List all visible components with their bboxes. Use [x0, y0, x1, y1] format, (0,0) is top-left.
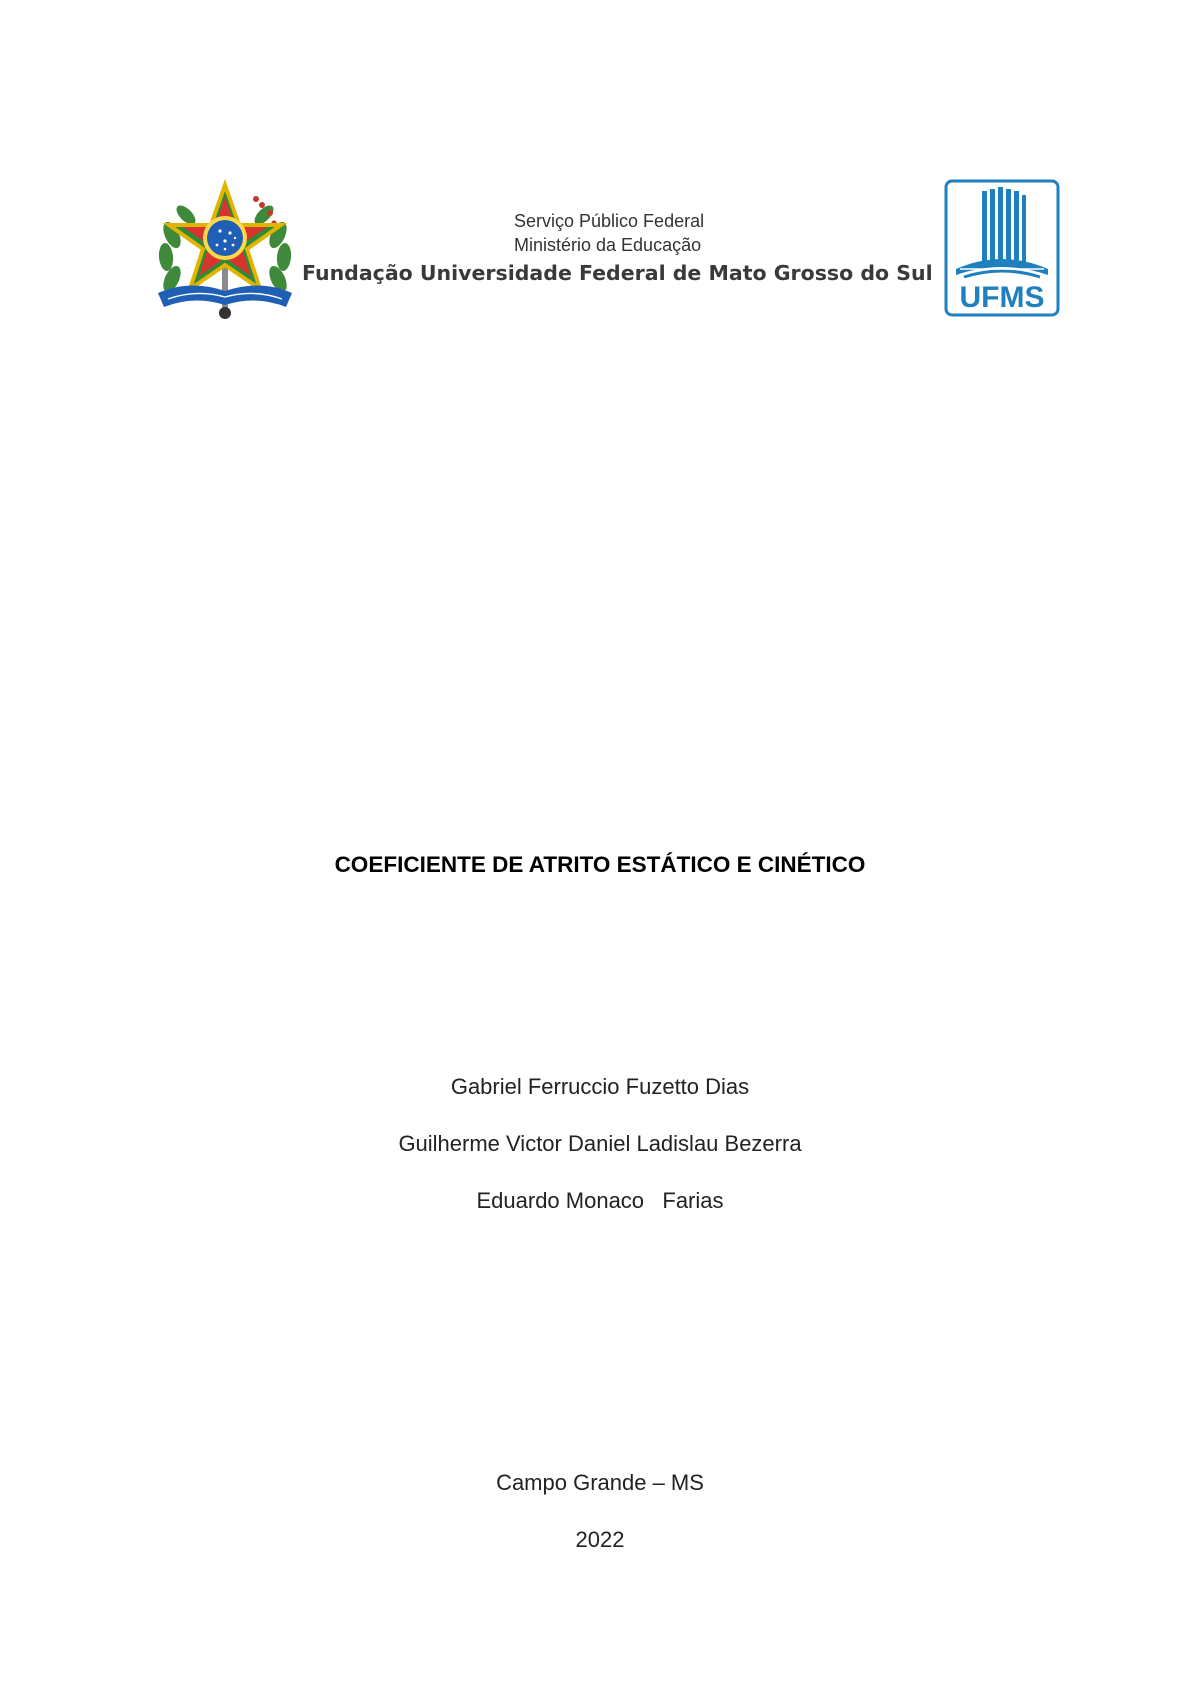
- institutional-header: [150, 175, 1060, 325]
- institution-name: Fundação Universidade Federal de Mato Grosso do Sul: [302, 261, 933, 285]
- service-label: Serviço Público Federal: [514, 211, 705, 231]
- author-name: Eduardo Monaco Farias: [476, 1188, 724, 1213]
- year: 2022: [575, 1527, 625, 1552]
- author-name: Gabriel Ferruccio Fuzetto Dias: [450, 1074, 750, 1099]
- ufms-logo-icon: [944, 179, 1060, 317]
- ministry-label: Ministério da Educação: [514, 235, 702, 255]
- brazil-coat-of-arms-icon: [150, 175, 300, 325]
- location: Campo Grande – MS: [496, 1470, 704, 1495]
- authors-list: [0, 1074, 1200, 1245]
- author-name: Guilherme Victor Daniel Ladislau Bezerra: [398, 1131, 802, 1156]
- document-title: COEFICIENTE DE ATRITO ESTÁTICO E CINÉTICO: [334, 852, 866, 877]
- svg-text:UFMS: UFMS: [959, 281, 1045, 314]
